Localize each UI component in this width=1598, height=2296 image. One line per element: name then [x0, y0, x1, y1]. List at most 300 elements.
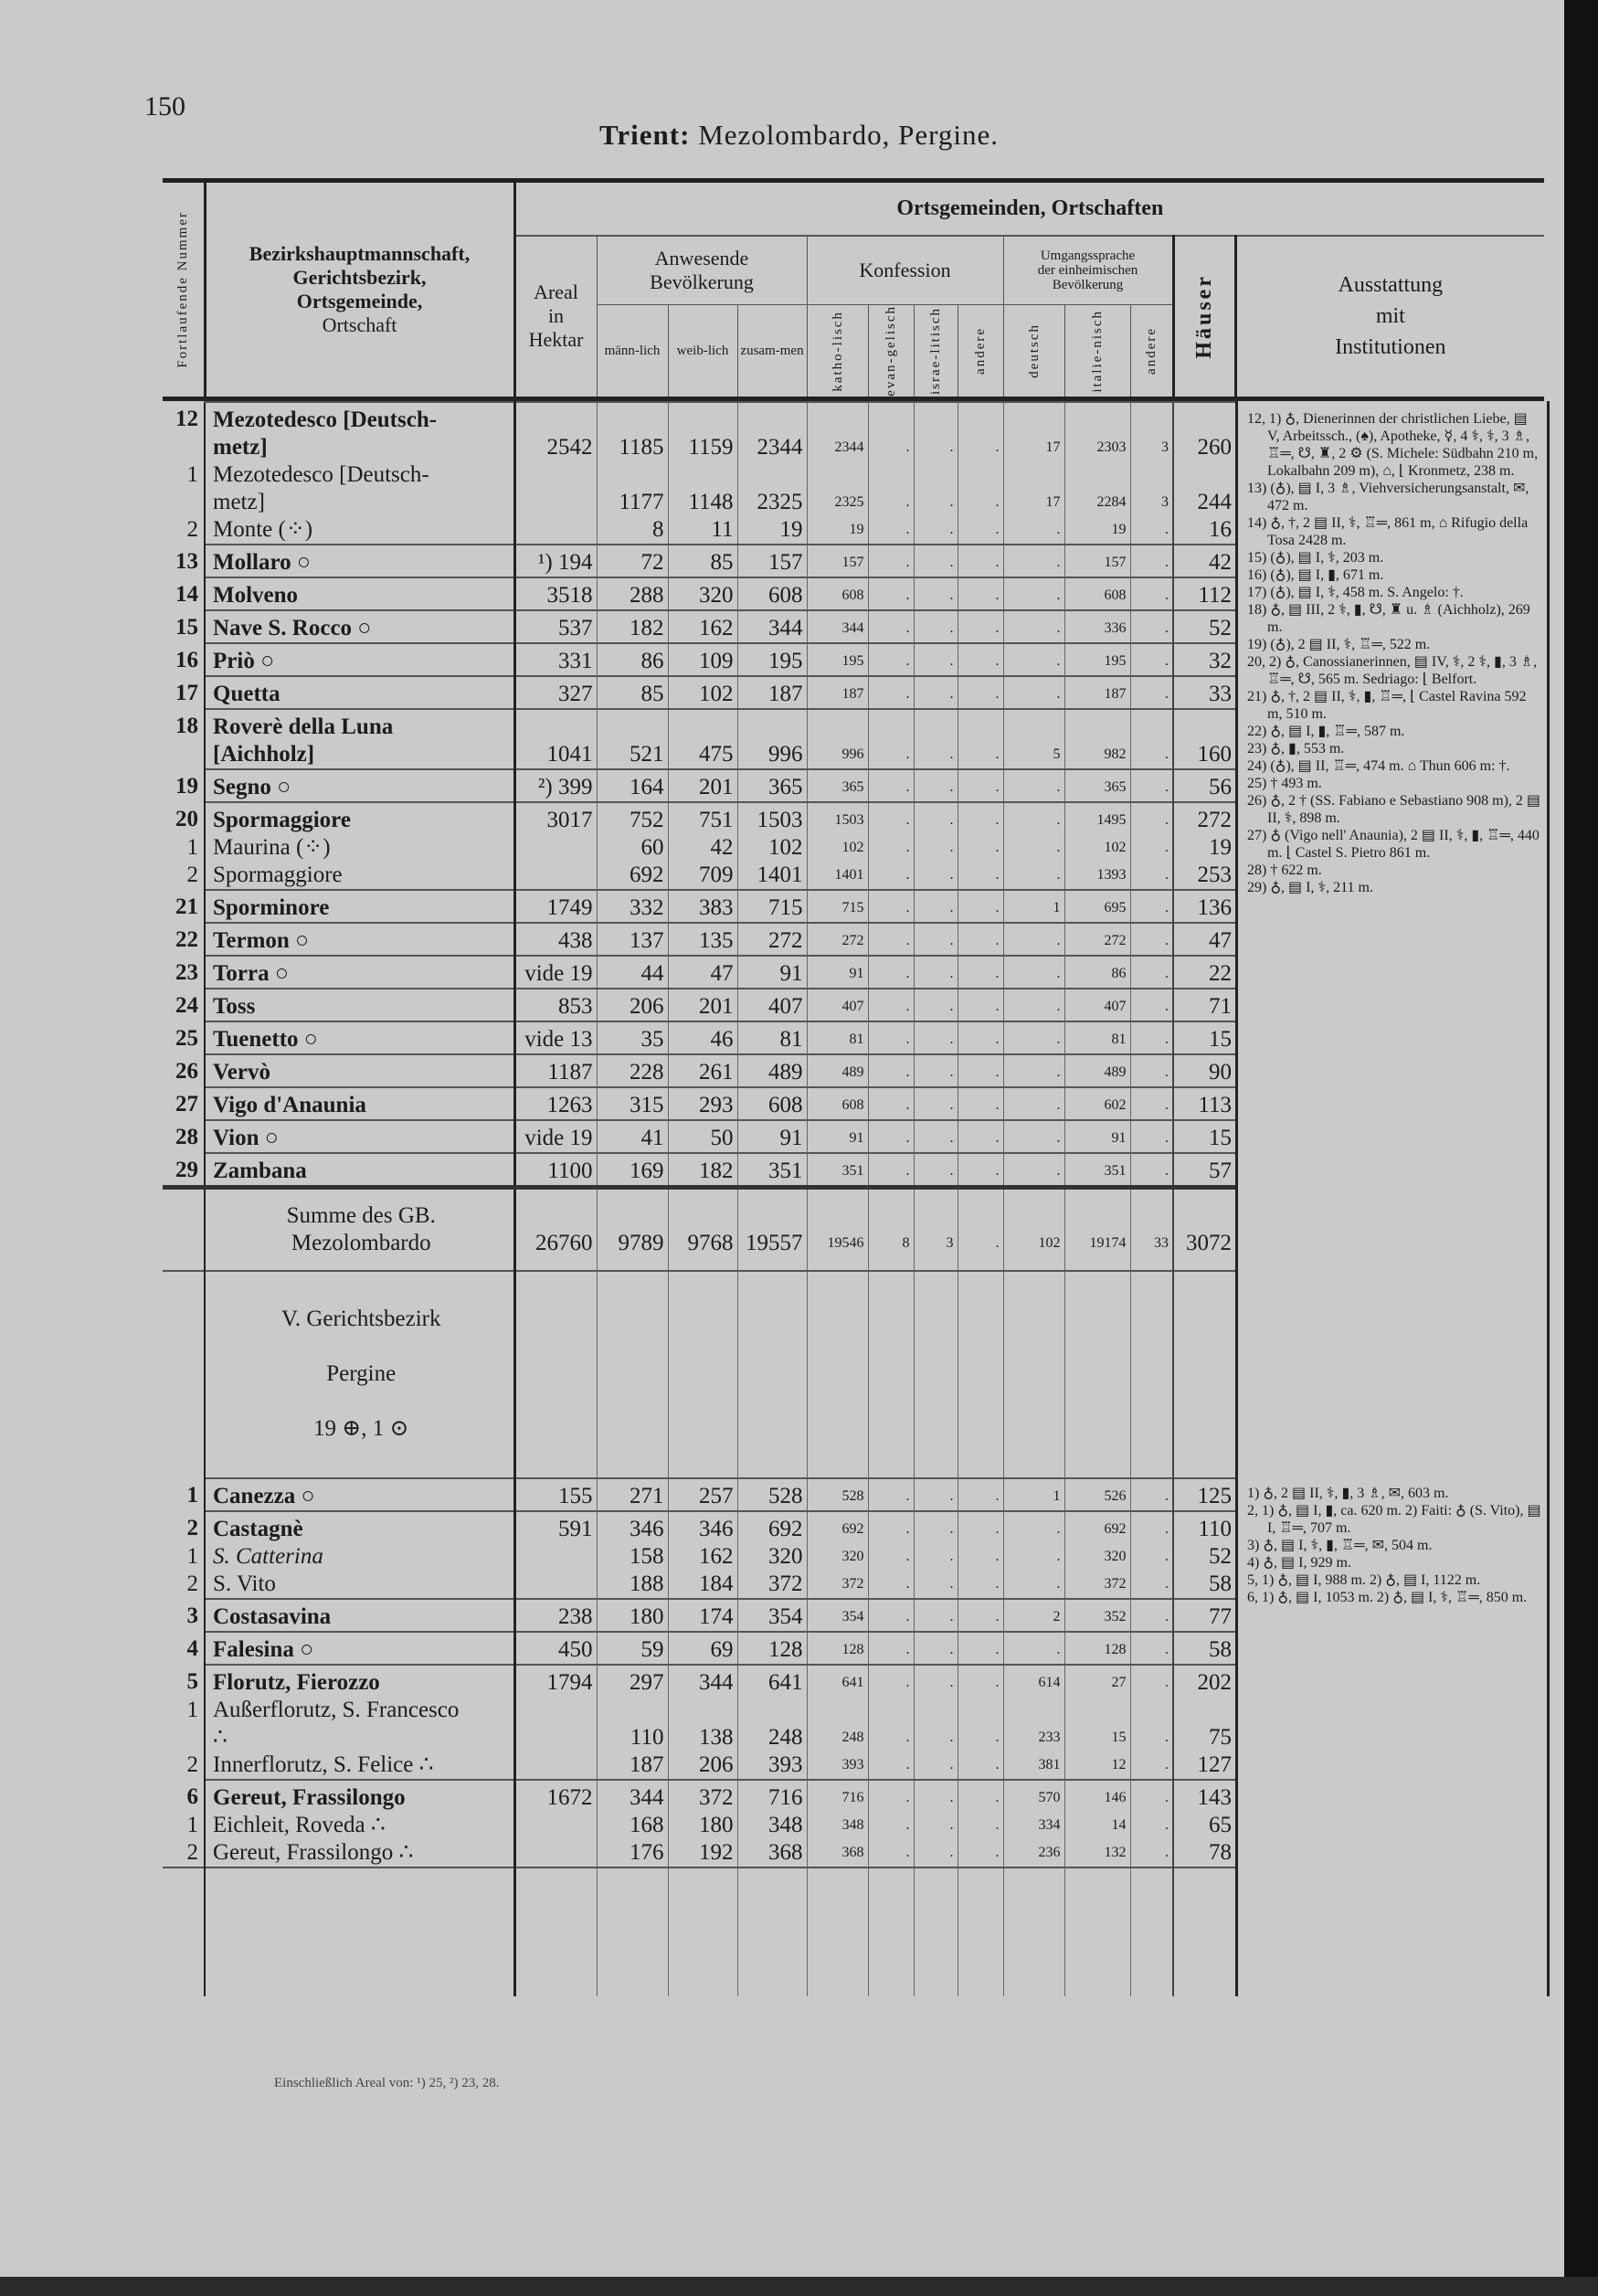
cell-other-confession: . — [958, 802, 1003, 834]
cell-locality: Spormaggiore — [205, 802, 514, 834]
cell-jewish: . — [914, 1697, 958, 1751]
header-group-title: Ortsgemeinden, Ortschaften — [514, 181, 1544, 236]
cell-total: 1503 — [737, 802, 807, 834]
cell-other-confession: . — [958, 1021, 1003, 1054]
cell-protestant: . — [868, 1511, 914, 1543]
cell-number: 22 — [175, 926, 198, 952]
cell-protestant: . — [868, 989, 914, 1021]
cell-locality: Summe des GB. Mezolombardo — [205, 1187, 514, 1271]
cell-female: 47 — [668, 956, 737, 989]
table-row — [163, 610, 1235, 643]
cell-jewish: . — [914, 402, 958, 461]
cell-other-language: . — [1130, 1751, 1173, 1780]
statistics-table — [163, 178, 1544, 1996]
cell-female: 201 — [668, 769, 737, 802]
cell-male: 110 — [597, 1697, 668, 1751]
cell-german: . — [1003, 676, 1064, 709]
cell-houses: 58 — [1173, 1571, 1235, 1599]
cell-jewish: . — [914, 709, 958, 769]
cell-total: 91 — [737, 956, 807, 989]
table-row — [163, 989, 1235, 1021]
cell-number: 2 — [186, 1751, 198, 1777]
cell-number: 2 — [186, 1571, 198, 1596]
cell-other-confession: . — [958, 643, 1003, 676]
footnote: Einschließlich Areal von: ¹) 25, ²) 23, 28. — [274, 2076, 500, 2090]
cell-total: 344 — [737, 610, 807, 643]
cell-houses: 19 — [1173, 834, 1235, 862]
cell-jewish: . — [914, 1153, 958, 1188]
cell-german: . — [1003, 989, 1064, 1021]
cell-catholic: 372 — [807, 1571, 868, 1599]
cell-jewish: . — [914, 862, 958, 890]
cell-other-language: . — [1130, 1087, 1173, 1120]
institution-entry: 19) (♁), 2 ▤ II, ⚕, ♖═, 522 m. — [1247, 636, 1431, 652]
cell-female: 9768 — [668, 1187, 737, 1271]
cell-other-confession: . — [958, 1054, 1003, 1087]
cell-other-language: . — [1130, 890, 1173, 923]
cell-other-language: . — [1130, 802, 1173, 834]
header-areal — [514, 236, 597, 399]
cell-area: 331 — [514, 643, 597, 676]
cell-locality: Canezza ○ — [205, 1478, 514, 1511]
table-row — [163, 1599, 1235, 1632]
cell-male: 187 — [597, 1751, 668, 1780]
cell-number: 21 — [175, 894, 198, 919]
cell-locality: Priò ○ — [205, 643, 514, 676]
cell-area — [514, 1839, 597, 1867]
cell-area: ²) 399 — [514, 769, 597, 802]
cell-other-confession: . — [958, 923, 1003, 956]
cell-female: 162 — [668, 1543, 737, 1571]
cell-other-language: . — [1130, 1511, 1173, 1543]
table-row — [163, 1543, 1235, 1571]
cell-other-confession: . — [958, 890, 1003, 923]
cell-female: 138 — [668, 1697, 737, 1751]
cell-other-confession: . — [958, 516, 1003, 545]
cell-protestant: . — [868, 1571, 914, 1599]
cell-jewish: 3 — [914, 1187, 958, 1271]
cell-total: 641 — [737, 1665, 807, 1697]
cell-italian: 19174 — [1064, 1187, 1130, 1271]
cell-houses: 125 — [1173, 1478, 1235, 1511]
cell-male: 137 — [597, 923, 668, 956]
cell-other-language: . — [1130, 610, 1173, 643]
header-language — [1003, 236, 1173, 305]
institution-entry: 29) ♁, ▤ I, ⚕, 211 m. — [1247, 879, 1373, 895]
table-row — [163, 1697, 1235, 1751]
cell-houses: 42 — [1173, 545, 1235, 577]
cell-other-confession: . — [958, 577, 1003, 610]
cell-german: 2 — [1003, 1599, 1064, 1632]
header-areal-line: in — [547, 304, 565, 328]
cell-number: 27 — [175, 1091, 198, 1116]
cell-male — [597, 1271, 668, 1478]
cell-area — [514, 1271, 597, 1478]
cell-locality: Spormaggiore — [205, 862, 514, 890]
cell-protestant: . — [868, 545, 914, 577]
cell-male: 158 — [597, 1543, 668, 1571]
cell-empty — [737, 1867, 807, 1996]
cell-other-language: 3 — [1130, 402, 1173, 461]
cell-total: 19 — [737, 516, 807, 545]
cell-female: 261 — [668, 1054, 737, 1087]
cell-german: . — [1003, 610, 1064, 643]
cell-male: 86 — [597, 643, 668, 676]
cell-area: 238 — [514, 1599, 597, 1632]
cell-female: 1159 — [668, 402, 737, 461]
cell-locality: Vigo d'Anaunia — [205, 1087, 514, 1120]
cell-houses: 15 — [1173, 1120, 1235, 1153]
cell-other-confession: . — [958, 1839, 1003, 1867]
institutions-pergine — [1247, 1485, 1541, 1606]
table-row — [163, 709, 1235, 769]
institution-entry: 25) † 493 m. — [1247, 775, 1322, 791]
cell-protestant: . — [868, 1780, 914, 1812]
cell-male: 188 — [597, 1571, 668, 1599]
header-language-line: der einheimischen — [1037, 262, 1138, 278]
cell-other-language: . — [1130, 956, 1173, 989]
cell-male: 164 — [597, 769, 668, 802]
cell-houses: 75 — [1173, 1697, 1235, 1751]
cell-protestant: . — [868, 802, 914, 834]
cell-other-language: . — [1130, 516, 1173, 545]
cell-protestant: . — [868, 923, 914, 956]
cell-number: 25 — [175, 1025, 198, 1051]
cell-number: 5 — [186, 1668, 198, 1694]
header-other-language-label: andere — [1144, 326, 1159, 375]
cell-number: 6 — [186, 1783, 198, 1809]
cell-empty — [205, 1867, 514, 1996]
header-areal-line: Areal — [534, 280, 578, 304]
cell-other-language: . — [1130, 676, 1173, 709]
cell-other-language: . — [1130, 769, 1173, 802]
table-row — [163, 1751, 1235, 1780]
header-name-line: Ortschaft — [322, 312, 397, 336]
cell-italian: 608 — [1064, 577, 1130, 610]
cell-catholic: 1401 — [807, 862, 868, 890]
cell-male: 9789 — [597, 1187, 668, 1271]
cell-empty — [1003, 1867, 1064, 1996]
header-jewish-label: israe-litisch — [928, 306, 943, 395]
cell-protestant: . — [868, 862, 914, 890]
cell-catholic: 91 — [807, 1120, 868, 1153]
cell-jewish: . — [914, 1087, 958, 1120]
cell-other-confession: . — [958, 1153, 1003, 1188]
header-jewish — [914, 305, 958, 399]
cell-total: 365 — [737, 769, 807, 802]
institution-entry: 27) ♁ (Vigo nell' Anaunia), 2 ▤ II, ⚕, ▮, ♖═, 440 m. ⌊ Castel S. Pietro 861 m. — [1247, 827, 1540, 861]
institution-entry: 1) ♁, 2 ▤ II, ⚕, ▮, 3 ♗, ✉, 603 m. — [1247, 1485, 1449, 1501]
cell-total: 608 — [737, 1087, 807, 1120]
cell-italian: 272 — [1064, 923, 1130, 956]
cell-catholic: 489 — [807, 1054, 868, 1087]
cell-italian: 365 — [1064, 769, 1130, 802]
cell-number: 23 — [175, 959, 198, 985]
cell-number: 3 — [186, 1603, 198, 1628]
cell-houses: 57 — [1173, 1153, 1235, 1188]
cell-catholic: 248 — [807, 1697, 868, 1751]
cell-male: 41 — [597, 1120, 668, 1153]
cell-houses: 112 — [1173, 577, 1235, 610]
cell-number: 4 — [186, 1635, 198, 1661]
table-row — [163, 1120, 1235, 1153]
header-areal-line: Hektar — [528, 328, 584, 352]
cell-protestant: . — [868, 1697, 914, 1751]
cell-empty — [1064, 1867, 1130, 1996]
table-row — [163, 1780, 1235, 1812]
cell-other-language: . — [1130, 1571, 1173, 1599]
institution-entry: 23) ♁, ▮, 553 m. — [1247, 740, 1345, 757]
cell-german: . — [1003, 1054, 1064, 1087]
cell-german: . — [1003, 1571, 1064, 1599]
cell-jewish: . — [914, 1511, 958, 1543]
cell-other-language: . — [1130, 1120, 1173, 1153]
cell-area: vide 19 — [514, 1120, 597, 1153]
cell-total: 81 — [737, 1021, 807, 1054]
cell-italian: 320 — [1064, 1543, 1130, 1571]
table-row — [163, 956, 1235, 989]
cell-female: 320 — [668, 577, 737, 610]
cell-empty — [514, 1867, 597, 1996]
table-body — [163, 401, 1235, 1996]
cell-catholic: 354 — [807, 1599, 868, 1632]
cell-jewish: . — [914, 1478, 958, 1511]
header-other-confession — [958, 305, 1003, 399]
cell-male: 44 — [597, 956, 668, 989]
cell-catholic: 407 — [807, 989, 868, 1021]
cell-area: 1794 — [514, 1665, 597, 1697]
cell-jewish: . — [914, 1751, 958, 1780]
cell-other-confession: . — [958, 1571, 1003, 1599]
cell-locality: Quetta — [205, 676, 514, 709]
cell-italian: 489 — [1064, 1054, 1130, 1087]
cell-other-language: . — [1130, 1599, 1173, 1632]
table-row — [163, 1571, 1235, 1599]
cell-houses: 253 — [1173, 862, 1235, 890]
institution-entry: 26) ♁, 2 † (SS. Fabiano e Sebastiano 908 m), 2 ▤ II, ⚕, 898 m. — [1247, 792, 1541, 826]
scan-edge-bottom — [0, 2277, 1598, 2296]
cell-other-confession: . — [958, 461, 1003, 516]
cell-number — [163, 1271, 205, 1478]
cell-number: 20 — [175, 806, 198, 831]
cell-locality: Torra ○ — [205, 956, 514, 989]
cell-other-language: . — [1130, 1780, 1173, 1812]
table-row — [163, 516, 1235, 545]
cell-other-language: 33 — [1130, 1187, 1173, 1271]
cell-catholic: 19 — [807, 516, 868, 545]
header-population-line: Anwesende — [654, 246, 749, 270]
cell-other-language: . — [1130, 643, 1173, 676]
cell-italian: 2303 — [1064, 402, 1130, 461]
cell-houses: 127 — [1173, 1751, 1235, 1780]
cell-houses: 65 — [1173, 1812, 1235, 1839]
cell-total — [737, 1271, 807, 1478]
cell-number: 26 — [175, 1058, 198, 1084]
cell-locality: Segno ○ — [205, 769, 514, 802]
cell-total: 157 — [737, 545, 807, 577]
cell-total: 715 — [737, 890, 807, 923]
table-row — [163, 402, 1235, 461]
cell-female: 293 — [668, 1087, 737, 1120]
cell-number: 2 — [186, 1839, 198, 1865]
header-confession: Konfession — [807, 236, 1003, 305]
cell-catholic: 1503 — [807, 802, 868, 834]
cell-other-language: . — [1130, 862, 1173, 890]
cell-locality: Sporminore — [205, 890, 514, 923]
header-catholic — [807, 305, 868, 399]
cell-locality: Eichleit, Roveda ∴ — [205, 1812, 514, 1839]
cell-german: 1 — [1003, 890, 1064, 923]
header-male: männ-lich — [597, 305, 668, 399]
cell-houses: 136 — [1173, 890, 1235, 923]
cell-jewish: . — [914, 989, 958, 1021]
cell-total: 608 — [737, 577, 807, 610]
cell-italian: 407 — [1064, 989, 1130, 1021]
cell-italian: 86 — [1064, 956, 1130, 989]
institution-entry: 12, 1) ♁, Dienerinnen der christlichen Liebe, ▤ V, Arbeitssch., (♠), Apotheke, ☿, 4 ⚕, ⚕, 3 ♗, ♖═, ☋, ♜, 2 ⚙ (S. Michele: Südbahn 210 m, Lokalbahn 209 m), ⌂, ⌊ Kronmetz, 238 m. — [1247, 410, 1539, 479]
cell-area: 1672 — [514, 1780, 597, 1812]
cell-number: 1 — [186, 1482, 198, 1508]
cell-number — [163, 1187, 205, 1271]
cell-total: 996 — [737, 709, 807, 769]
table-row — [163, 545, 1235, 577]
cell-area: 1187 — [514, 1054, 597, 1087]
cell-total: 348 — [737, 1812, 807, 1839]
cell-italian: 602 — [1064, 1087, 1130, 1120]
cell-locality: Zambana — [205, 1153, 514, 1188]
cell-italian — [1064, 1271, 1130, 1478]
cell-locality: Gereut, Frassilongo — [205, 1780, 514, 1812]
cell-male: 271 — [597, 1478, 668, 1511]
cell-total: 528 — [737, 1478, 807, 1511]
cell-female: 475 — [668, 709, 737, 769]
header-other-language — [1130, 305, 1173, 399]
cell-total: 354 — [737, 1599, 807, 1632]
cell-total: 716 — [737, 1780, 807, 1812]
cell-houses: 272 — [1173, 802, 1235, 834]
cell-area: 591 — [514, 1511, 597, 1543]
cell-other-confession — [958, 1271, 1003, 1478]
cell-houses: 22 — [1173, 956, 1235, 989]
cell-total: 407 — [737, 989, 807, 1021]
header-name-line: Bezirkshauptmannschaft, — [249, 241, 471, 265]
cell-other-language: . — [1130, 545, 1173, 577]
cell-houses: 15 — [1173, 1021, 1235, 1054]
cell-catholic: 157 — [807, 545, 868, 577]
cell-italian: 19 — [1064, 516, 1130, 545]
cell-jewish: . — [914, 545, 958, 577]
cell-italian: 102 — [1064, 834, 1130, 862]
cell-area: 1041 — [514, 709, 597, 769]
cell-other-confession: . — [958, 1087, 1003, 1120]
cell-german: . — [1003, 923, 1064, 956]
table-row — [163, 802, 1235, 834]
cell-empty — [1130, 1867, 1173, 1996]
cell-italian: 2284 — [1064, 461, 1130, 516]
header-italian-label: italie-nisch — [1090, 309, 1105, 393]
cell-other-language: . — [1130, 1697, 1173, 1751]
header-population-line: Bevölkerung — [650, 270, 754, 293]
cell-other-confession: . — [958, 1780, 1003, 1812]
cell-german: 1 — [1003, 1478, 1064, 1511]
cell-male: 315 — [597, 1087, 668, 1120]
cell-number: 18 — [175, 713, 198, 738]
cell-catholic: 91 — [807, 956, 868, 989]
cell-catholic: 528 — [807, 1478, 868, 1511]
institution-entry: 20, 2) ♁, Canossianerinnen, ▤ IV, ⚕, 2 ⚕, ▮, 3 ♗, ♖═, ☋, 565 m. Sedriago: ⌊ Belfort. — [1247, 653, 1538, 687]
cell-number: 1 — [186, 461, 198, 487]
cell-other-language: . — [1130, 834, 1173, 862]
cell-other-confession: . — [958, 1120, 1003, 1153]
cell-other-confession: . — [958, 834, 1003, 862]
cell-catholic: 187 — [807, 676, 868, 709]
cell-male: 1185 — [597, 402, 668, 461]
header-houses-label: Häuser — [1192, 273, 1216, 359]
cell-other-confession: . — [958, 1478, 1003, 1511]
cell-locality: Toss — [205, 989, 514, 1021]
cell-empty — [1173, 1867, 1235, 1996]
cell-area: 327 — [514, 676, 597, 709]
cell-number: 17 — [175, 680, 198, 705]
table-row — [163, 769, 1235, 802]
cell-catholic: 692 — [807, 1511, 868, 1543]
cell-italian: 1495 — [1064, 802, 1130, 834]
page-title — [0, 119, 1598, 152]
cell-protestant: . — [868, 709, 914, 769]
cell-total: 393 — [737, 1751, 807, 1780]
cell-jewish: . — [914, 1120, 958, 1153]
cell-jewish: . — [914, 802, 958, 834]
cell-houses: 78 — [1173, 1839, 1235, 1867]
cell-italian: 91 — [1064, 1120, 1130, 1153]
header-running-number-label: Fortlaufende Nummer — [175, 211, 191, 368]
cell-locality: Mezotedesco [Deutsch- metz] — [205, 402, 514, 461]
header-houses — [1173, 236, 1235, 399]
cell-jewish: . — [914, 610, 958, 643]
cell-other-language: . — [1130, 1632, 1173, 1665]
institution-entry: 24) (♁), ▤ II, ♖═, 474 m. ⌂ Thun 606 m: †. — [1247, 757, 1510, 774]
cell-italian: 336 — [1064, 610, 1130, 643]
cell-jewish: . — [914, 1839, 958, 1867]
cell-total: 1401 — [737, 862, 807, 890]
institution-entry: 15) (♁), ▤ I, ⚕, 203 m. — [1247, 549, 1384, 566]
cell-german: . — [1003, 1120, 1064, 1153]
cell-italian: 146 — [1064, 1780, 1130, 1812]
cell-male: 169 — [597, 1153, 668, 1188]
table-row — [163, 1839, 1235, 1867]
cell-male: 8 — [597, 516, 668, 545]
table-row — [163, 1478, 1235, 1511]
cell-houses: 58 — [1173, 1632, 1235, 1665]
cell-houses — [1173, 1271, 1235, 1478]
cell-houses: 47 — [1173, 923, 1235, 956]
cell-area: 1100 — [514, 1153, 597, 1188]
cell-houses: 244 — [1173, 461, 1235, 516]
cell-houses: 56 — [1173, 769, 1235, 802]
institution-entry: 14) ♁, †, 2 ▤ II, ⚕, ♖═, 861 m, ⌂ Rifugio della Tosa 2428 m. — [1247, 514, 1529, 548]
cell-locality: Mollaro ○ — [205, 545, 514, 577]
cell-area — [514, 834, 597, 862]
header-catholic-label: katho-lisch — [830, 310, 845, 392]
cell-area: 3017 — [514, 802, 597, 834]
cell-italian: 15 — [1064, 1697, 1130, 1751]
page-number: 150 — [144, 91, 185, 122]
cell-area: vide 13 — [514, 1021, 597, 1054]
cell-female: 42 — [668, 834, 737, 862]
cell-italian: 14 — [1064, 1812, 1130, 1839]
cell-area: vide 19 — [514, 956, 597, 989]
cell-protestant: . — [868, 577, 914, 610]
